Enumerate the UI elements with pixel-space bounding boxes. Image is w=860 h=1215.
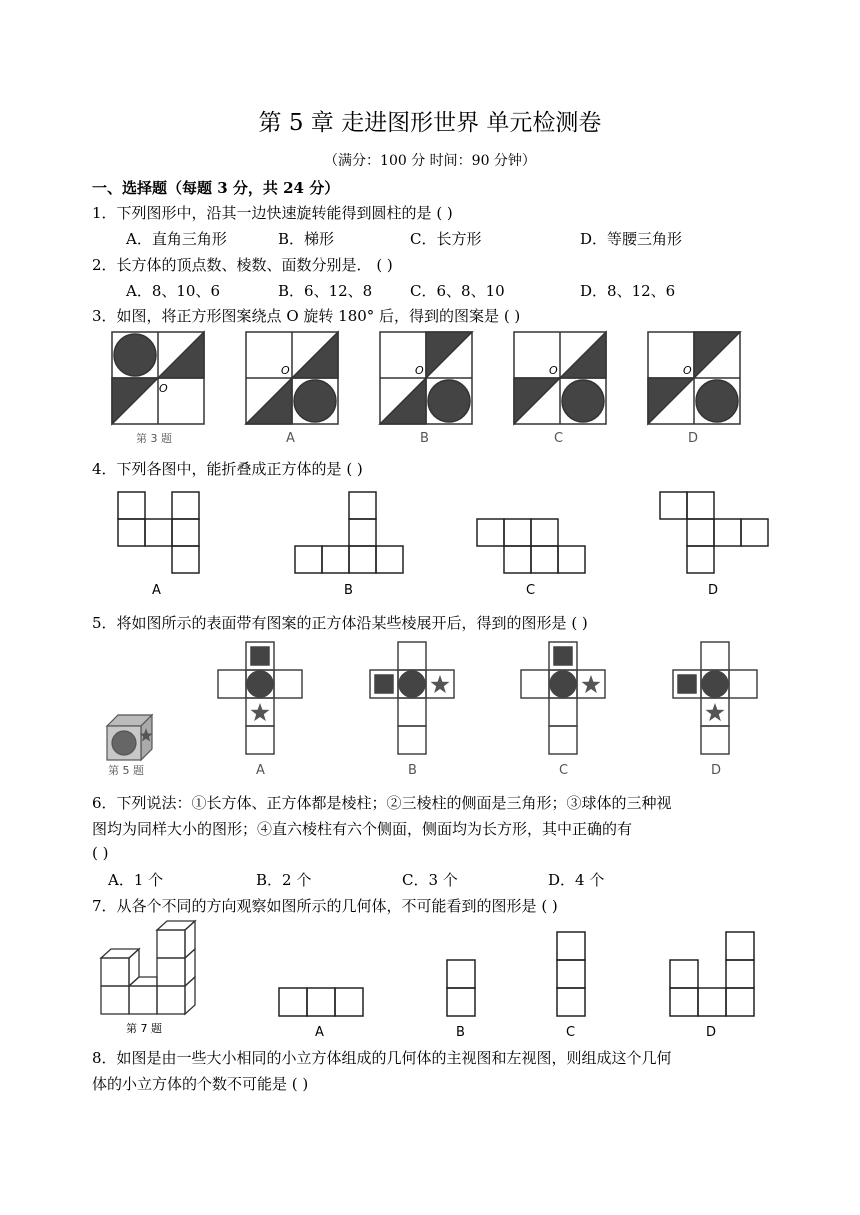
question-1-option-d: D．等腰三角形 — [580, 230, 683, 248]
page-title: 第 5 章 走进图形世界 单元检测卷 — [258, 110, 602, 136]
fig7-solid — [101, 921, 195, 1014]
question-2-option-c: C．6、8、10 — [410, 282, 505, 300]
question-4-figures — [0, 486, 860, 598]
question-7-figures — [0, 916, 860, 1042]
fig5-option-d — [673, 642, 757, 754]
question-5-figures — [0, 638, 860, 782]
fig7-label-b: B — [456, 1025, 465, 1040]
question-2-option-b: B．6、12、8 — [278, 282, 373, 300]
question-6-option-a: A．1 个 — [108, 871, 164, 889]
fig4-option-c — [477, 519, 585, 573]
fig3-option-a — [246, 332, 338, 424]
page-subtitle: （满分：100 分 时间：90 分钟） — [324, 153, 536, 169]
fig3-option-b — [380, 332, 472, 424]
fig7-option-c — [557, 932, 585, 1016]
fig3-original — [112, 332, 204, 424]
question-2-option-a: A．8、10、6 — [126, 282, 221, 300]
fig3d-point-label: O — [683, 364, 692, 377]
question-6-line-2: 图均为同样大小的图形；④直六棱柱有六个侧面，侧面均为长方形，其中正确的有 — [92, 820, 633, 838]
fig5-cube — [107, 715, 152, 760]
question-1-stem: 1．下列图形中，沿其一边快速旋转能得到圆柱的是 ( ) — [92, 204, 453, 222]
fig3-label-a: A — [286, 431, 295, 446]
fig4-option-d — [660, 492, 768, 573]
fig3-option-d — [648, 332, 740, 424]
fig5-option-b — [370, 642, 454, 754]
fig5-option-c — [521, 642, 605, 754]
fig3a-point-label: O — [281, 364, 290, 377]
fig4-option-b — [295, 492, 403, 573]
section-heading: 一、选择题（每题 3 分，共 24 分） — [92, 179, 340, 197]
fig7-label-d: D — [706, 1025, 717, 1040]
question-8-line-1: 8．如图是由一些大小相同的小立方体组成的几何体的主视图和左视图，则组成这个几何 — [92, 1049, 672, 1067]
fig7-label-a: A — [315, 1025, 324, 1040]
fig5-option-a — [218, 642, 302, 754]
fig3-label-b: B — [420, 431, 429, 446]
question-1-option-c: C．长方形 — [410, 230, 482, 248]
question-7-stem: 7．从各个不同的方向观察如图所示的几何体，不可能看到的图形是 ( ) — [92, 897, 558, 915]
fig7-label-c: C — [566, 1025, 576, 1040]
fig7-option-b — [447, 960, 475, 1016]
fig5-label-d: D — [711, 763, 722, 778]
question-4-stem: 4．下列各图中，能折叠成正方体的是 ( ) — [92, 460, 363, 478]
fig3-label-c: C — [554, 431, 564, 446]
fig4-label-d: D — [708, 583, 719, 598]
question-1-option-b: B．梯形 — [278, 230, 335, 248]
question-6-line-1: 6．下列说法：①长方体、正方体都是棱柱；②三棱柱的侧面是三角形；③球体的三种视 — [92, 794, 672, 812]
question-6-line-3: ( ) — [92, 844, 109, 862]
fig3-option-c — [514, 332, 606, 424]
fig3-label-d: D — [688, 431, 699, 446]
fig3c-point-label: O — [549, 364, 558, 377]
fig7-option-d — [670, 932, 754, 1016]
fig5-label-c: C — [559, 763, 569, 778]
fig4-label-c: C — [526, 583, 536, 598]
fig5-label-a: A — [256, 763, 265, 778]
question-6-option-d: D．4 个 — [548, 871, 605, 889]
question-2-stem: 2．长方体的顶点数、棱数、面数分别是． ( ) — [92, 256, 393, 274]
fig7-option-a — [279, 988, 363, 1016]
fig7-caption: 第 7 题 — [126, 1022, 162, 1035]
fig3-caption: 第 3 题 — [136, 432, 172, 445]
fig5-label-b: B — [408, 763, 417, 778]
question-8-line-2: 体的小立方体的个数不可能是 ( ) — [92, 1075, 309, 1093]
fig4-label-a: A — [152, 583, 161, 598]
question-5-stem: 5．将如图所示的表面带有图案的正方体沿某些棱展开后，得到的图形是 ( ) — [92, 614, 588, 632]
question-6-option-c: C．3 个 — [402, 871, 458, 889]
fig4-label-b: B — [344, 583, 353, 598]
question-3-stem: 3．如图，将正方形图案绕点 O 旋转 180° 后，得到的图案是 ( ) — [92, 307, 521, 325]
question-6-option-b: B．2 个 — [256, 871, 312, 889]
fig3-point-label: O — [159, 382, 168, 395]
fig3b-point-label: O — [415, 364, 424, 377]
question-2-option-d: D．8、12、6 — [580, 282, 676, 300]
question-1-option-a: A．直角三角形 — [126, 230, 227, 248]
question-3-figures — [100, 326, 760, 450]
fig5-caption: 第 5 题 — [108, 764, 144, 777]
fig4-option-a — [118, 492, 199, 573]
